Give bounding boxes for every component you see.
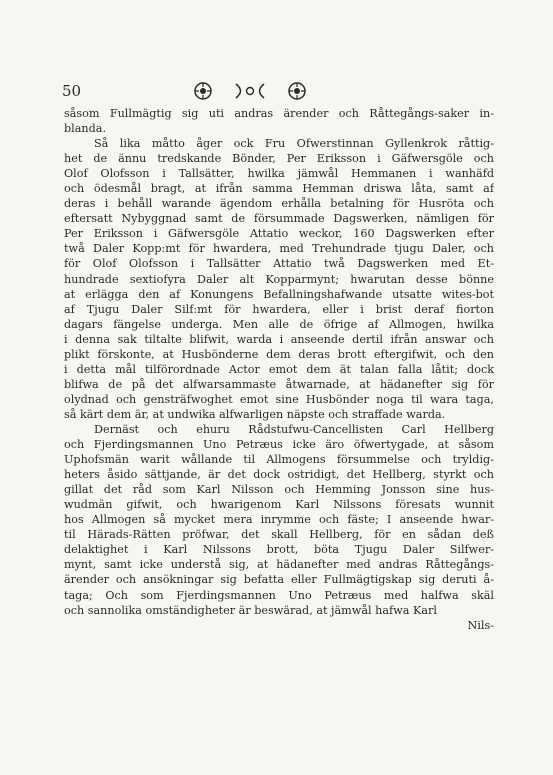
text-line: så kärt dem är, at undwika alfwarligen näpste och straffade warda. — [64, 407, 446, 421]
page-header — [62, 80, 492, 106]
text-line: twå Daler Kopp:mt för hwardera, med Trehundrade tjugu Daler, och — [64, 242, 494, 256]
text-line: af Tjugu Daler Silf:mt för hwardera, eller i brist deraf fiorton — [64, 302, 494, 316]
text-line: såsom Fullmägtig sig uti andras ärender och Råttegångs-saker in- — [64, 107, 494, 120]
text-line: taga; Och som Fjerdingsmannen Uno Petræus med halfwa skäl — [64, 588, 494, 602]
catchword: Nils- — [467, 618, 494, 632]
text-line: i detta mål tilförordnade Actor emot dem ät talan falla låtit; dock — [64, 362, 494, 376]
text-line: hundrade sextiofyra Daler alt Kopparmynt; hwarutan desse bönne — [64, 272, 494, 286]
text-line: i denna sak tiltalte blifwit, warda i anseende dertil ifrån answar och — [64, 332, 494, 346]
text-line: deras i behåll warande ägendom erhålla betalning för Husröta och — [64, 197, 494, 211]
text-line: plikt förskonte, at Husbönderne dem deras brott eftergifwit, och den — [64, 347, 494, 361]
text-line: eftersatt Nybyggnad samt de försummade Dagswerken, nämligen för — [64, 212, 494, 226]
ornament-left-icon — [192, 80, 214, 102]
text-line: blanda. — [64, 122, 107, 136]
text-line: Olof Olofsson i Tallsätter, hwilka jämwål Hemmanen i wanhäfd — [64, 167, 494, 181]
text-line: Per Eriksson i Gäfwersgöle Attatio weckor, 160 Dagswerken efter — [64, 227, 494, 241]
text-line: heters åsido sättjande, är det dock ostridigt, det Hellberg, styrkt och — [64, 468, 494, 482]
text-line: wudmän gifwit, och hwarigenom Karl Nilssons föresats wunnit — [64, 498, 494, 512]
ornament-right-icon — [286, 80, 308, 102]
text-line: olydnad och gensträfwoghet emot sine Husbönder noga til wara taga, — [64, 392, 494, 406]
text-line: för Olof Olofsson i Tallsätter Attatio twå Dagswerken med Et- — [64, 257, 494, 271]
text-line: och sannolika omständigheter är beswärad, at jämwål hafwa Karl — [64, 603, 437, 617]
text-line: Dernäst och ehuru Rådstufwu-Cancellisten Carl Hellberg — [94, 422, 494, 436]
text-line: blifwa de på det alfwarsammaste åtwarnade, at hädanefter sig för — [64, 377, 494, 391]
text-line: gillat det råd som Karl Nilsson och Hemming Jonsson sine hus- — [64, 483, 494, 497]
text-line: delaktighet i Karl Nilssons brott, böta Tjugu Daler Silfwer- — [64, 543, 494, 557]
ornament-center-icon — [230, 81, 270, 101]
text-line: och Fjerdingsmannen Uno Petræus icke äro öfwertygade, at såsom — [64, 438, 494, 452]
page-number: 50 — [62, 82, 82, 100]
text-line: ärender och ansökningar sig befatta eller Fullmägtigskap sig deruti å- — [64, 573, 494, 587]
text-line: hos Allmogen så mycket mera inrymme och fäste; I anseende hwar- — [64, 513, 494, 527]
text-line: och ödesmål bragt, at ifrån samma Hemman driswa låta, samt af — [64, 182, 494, 196]
text-line: mynt, samt icke understå sig, at hädanefter med andras Råttegångs- — [64, 558, 494, 572]
text-line: Så lika måtto åger ock Fru Ofwerstinnan Gyllenkrok råttig- — [94, 137, 494, 151]
text-line: Uphofsmän warit wållande til Allmogens försummelse och tryldig- — [64, 453, 494, 467]
header-ornament — [192, 80, 308, 102]
body-text — [64, 106, 494, 633]
text-line: het de ännu tredskande Bönder, Per Eriksson i Gäfwersgöle och — [64, 152, 494, 166]
text-line: dagars fängelse underga. Men alle de öfrige af Allmogen, hwilka — [64, 317, 494, 331]
text-line: til Härads-Rätten pröfwar, det skall Hellberg, för en sådan deß — [64, 528, 494, 542]
text-line: at erlägga den af Konungens Befallningshafwande utsatte wites-bot — [64, 287, 494, 301]
